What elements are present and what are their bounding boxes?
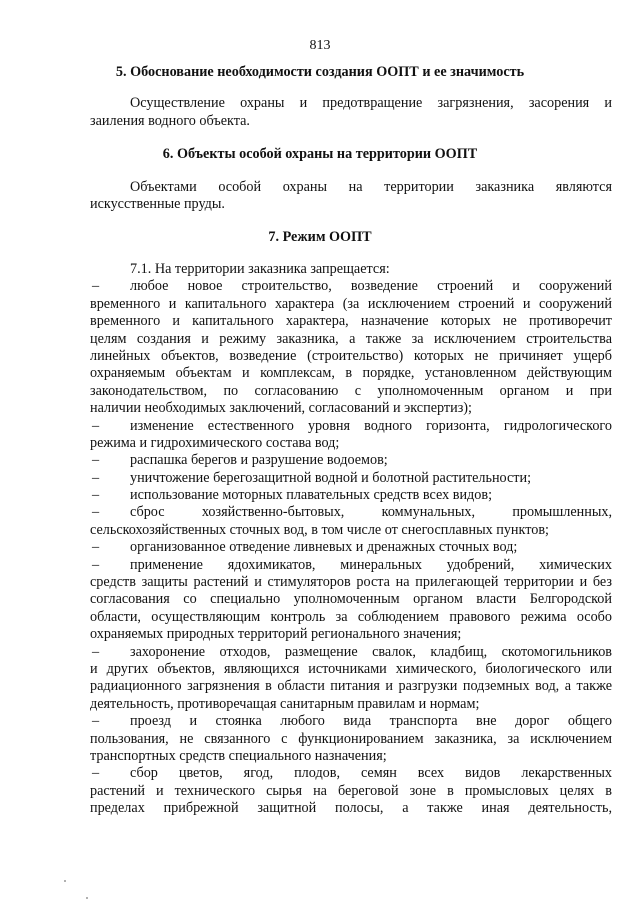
list-item: – сбор цветов, ягод, плодов, семян всех видов лекарственных <box>92 765 612 782</box>
list-item: – уничтожение берегозащитной водной и болотной растительности; <box>92 469 532 486</box>
text-line: временного и капитального характера (за исключением строений и сооружений <box>90 295 612 312</box>
text-line: целям создания и режиму заказника, а также за исключением строительства <box>90 330 612 347</box>
text-line: деятельность, противоречащая санитарным правилам и нормам; <box>90 695 480 712</box>
text-line: искусственные пруды. <box>90 196 225 213</box>
text-line: растений и технического сырья на береговой зоне в промысловых целях в <box>90 782 612 799</box>
text-line: Объектами особой охраны на территории заказника являются <box>130 179 612 195</box>
list-item: – изменение естественного уровня водного горизонта, гидрологического <box>92 417 612 434</box>
list-item: – любое новое строительство, возведение строений и сооружений <box>92 278 612 295</box>
section-5-heading: 5. Обоснование необходимости создания ООПТ и ее значимость <box>115 64 525 80</box>
list-item: – распашка берегов и разрушение водоемов; <box>92 452 388 469</box>
text-line: Осуществление охраны и предотвращение загрязнения, засорения и <box>130 95 612 111</box>
text-line: радиационного загрязнения в области питания и разгрузки подземных вод, а также <box>90 678 612 695</box>
list-item: – захоронение отходов, размещение свалок, кладбищ, скотомогильников <box>92 643 612 660</box>
scan-speck <box>64 880 66 882</box>
text-line: режима и гидрохимического состава вод; <box>90 434 340 451</box>
text-line: наличии необходимых заключений, согласований и экспертиз); <box>90 400 472 417</box>
text-line: транспортных средств специального назначения; <box>90 747 387 764</box>
section-6-heading: 6. Объекты особой охраны на территории ООПТ <box>162 146 478 162</box>
list-item: – проезд и стоянка любого вида транспорта вне дорог общего <box>92 713 612 730</box>
section-7-heading: 7. Режим ООПТ <box>268 229 372 245</box>
text-line: пользования, не связанного с функционированием заказника, за исключением <box>90 730 612 747</box>
text-line: заиления водного объекта. <box>90 113 250 129</box>
list-item: – организованное отведение ливневых и дренажных сточных вод; <box>92 539 518 556</box>
list-item: – использование моторных плавательных средств всех видов; <box>92 487 493 504</box>
list-item: – применение ядохимикатов, минеральных удобрений, химических <box>92 556 612 573</box>
section-6-paragraph <box>90 179 612 214</box>
text-line: законодательством, по согласованию с уполномоченным органом и при <box>90 382 612 399</box>
text-line: пределах прибрежной защитной полосы, а также иная деятельность, <box>90 800 612 817</box>
text-line: согласования со специально уполномоченным органом власти Белгородской <box>90 591 612 608</box>
text-line: сельскохозяйственных сточных вод, в том числе от снегосплавных пунктов; <box>90 521 549 538</box>
text-line: и других объектов, являющихся источниками химического, биологического или <box>90 660 612 677</box>
page-number: 813 <box>309 38 331 53</box>
list-item: – сброс хозяйственно-бытовых, коммунальных, промышленных, <box>92 504 612 521</box>
scan-speck <box>86 897 88 899</box>
text-line: области, осуществляющим контроль за соблюдением правового режима особо <box>90 608 612 625</box>
text-line: временного и капитального характера, назначение которых не противоречит <box>90 313 612 330</box>
text-line: охраняемым объектам и комплексам, в порядке, установленном действующим <box>90 365 612 382</box>
intro-line: 7.1. На территории заказника запрещается: <box>130 261 390 277</box>
section-7-body <box>90 261 612 818</box>
section-5-paragraph <box>90 95 612 112</box>
text-line: охраняемых природных территорий регионального значения; <box>90 626 462 643</box>
section-5-paragraph-cont <box>90 113 612 130</box>
text-line: линейных объектов, возведение (строительство) которых не причиняет ущерб <box>90 347 612 364</box>
text-line: средств защиты растений и стимуляторов роста на прилегающей территории и без <box>90 574 612 591</box>
